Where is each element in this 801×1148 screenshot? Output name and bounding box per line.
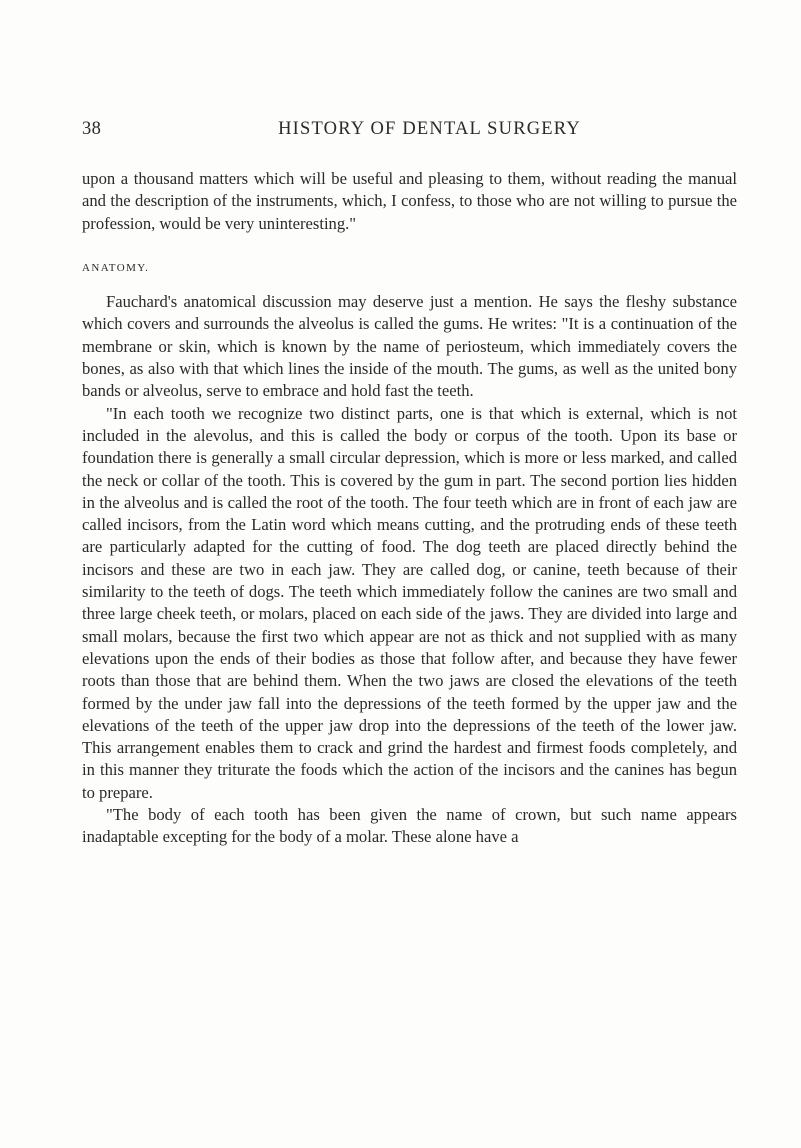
page-number: 38: [82, 119, 102, 139]
running-title: HISTORY OF DENTAL SURGERY: [278, 119, 581, 139]
page-header: [82, 117, 737, 141]
paragraph-fauchard: Fauchard's anatomical discussion may deserve just a mention. He says the fleshy substance which covers and surrounds the alveolus is called the gums. He writes: "It is a continuation of the membrane or skin, which is known by the name of periosteum, which immediately covers the bones, as also with that which lines the inside of the mouth. The gums, as well as the united bony bands or alveolus, serve to embrace and hold fast the teeth.: [82, 292, 737, 401]
paragraph-tooth-parts: "In each tooth we recognize two distinct parts, one is that which is external, which is not included in the alevolus, and this is called the body or corpus of the tooth. Upon its base or foundation there is generally a small circular depression, which is more or less marked, and called the neck or collar of the tooth. This is covered by the gum in part. The second portion lies hidden in the alveolus and is called the root of the tooth. The four teeth which are in front of each jaw are called incisors, from the Latin word which means cutting, and the protruding ends of these teeth are particularly adapted for the cutting of food. The dog teeth are placed directly behind the incisors and these are two in each jaw. They are called dog, or canine, teeth because of their similarity to the teeth of dogs. The teeth which immediately follow the canines are two small and three large cheek teeth, or molars, placed on each side of the jaws. They are divided into large and small molars, because the first two which appear are not as thick and not supplied with as many elevations upon the ends of their bodies as those that follow after, and because they have fewer roots than those that are behind them. When the two jaws are closed the elevations of the teeth formed by the under jaw fall into the depressions of the teeth formed by the upper jaw and the elevations of the teeth of the upper jaw drop into the depressions of the teeth of the lower jaw. This arrangement enables them to crack and grind the hardest and firmest foods completely, and in this manner they triturate the foods which the action of the incisors and the canines has begun to prepare.: [82, 403, 737, 802]
body-text: [82, 168, 737, 849]
section-heading: ANATOMY.: [82, 261, 150, 274]
paragraph-crown: "The body of each tooth has been given the name of crown, but such name appears inadaptable excepting for the body of a molar. These alone have a: [82, 805, 737, 847]
paragraph-continuation: upon a thousand matters which will be useful and pleasing to them, without reading the manual and the description of the instruments, which, I confess, to those who are not willing to pursue the profession, would be very uninteresting.": [82, 169, 737, 233]
